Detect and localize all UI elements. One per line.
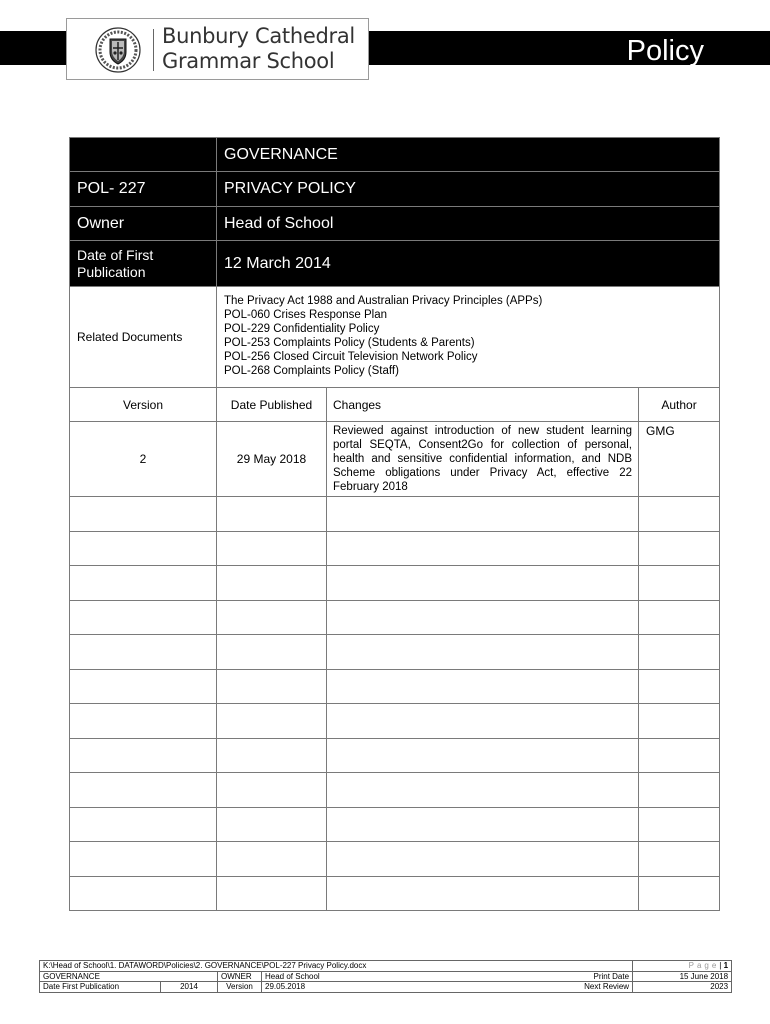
related-document-item: POL-253 Complaints Policy (Students & Parents) [224,337,475,349]
owner-value: Head of School [217,207,720,241]
empty-cell [70,704,217,739]
empty-version-row [70,876,720,911]
school-crest-icon [95,27,141,73]
footer-first-pub-year: 2014 [161,982,218,993]
empty-version-row [70,600,720,635]
footer-owner: Head of School [262,971,550,982]
empty-cell [217,738,327,773]
footer-file-path: K:\Head of School\1. DATAWORD\Policies\2. GOVERNANCE\POL-227 Privacy Policy.docx [40,961,633,972]
empty-cell [327,704,639,739]
empty-cell [639,566,720,601]
empty-cell [327,773,639,808]
banner-title: Policy [626,35,704,67]
related-documents-label: Related Documents [70,287,217,388]
empty-cell [327,669,639,704]
empty-cell [639,531,720,566]
policy-number-row [70,172,720,207]
footer-next-review-label: Next Review [550,982,633,993]
empty-cell [327,600,639,635]
empty-version-row [70,497,720,532]
empty-cell [70,635,217,670]
empty-cell [639,773,720,808]
document-footer [39,960,732,993]
empty-cell [327,531,639,566]
empty-cell [327,497,639,532]
empty-cell [70,876,217,911]
category-label-cell [70,138,217,172]
empty-cell [639,600,720,635]
empty-cell [639,738,720,773]
author-column-header: Author [639,388,720,422]
category-row [70,138,720,172]
empty-cell [639,807,720,842]
version-date: 29 May 2018 [217,422,327,497]
related-document-item: POL-256 Closed Circuit Television Network Policy [224,351,478,363]
empty-cell [639,704,720,739]
empty-cell [70,842,217,877]
date-first-publication-value: 12 March 2014 [217,241,720,287]
footer-row-category [40,971,732,982]
empty-version-row [70,704,720,739]
empty-version-row [70,773,720,808]
empty-version-row [70,635,720,670]
empty-cell [70,600,217,635]
empty-cell [217,600,327,635]
footer-row-path [40,961,732,972]
empty-cell [70,497,217,532]
school-name-line1: Bunbury Cathedral [162,24,355,48]
empty-cell [327,635,639,670]
empty-cell [327,876,639,911]
footer-page-label: Page [688,961,720,971]
changes-column-header: Changes [327,388,639,422]
empty-cell [639,497,720,532]
empty-cell [217,704,327,739]
footer-version-date: 29.05.2018 [262,982,550,993]
date-first-publication-label [70,241,217,287]
empty-cell [70,738,217,773]
empty-cell [70,773,217,808]
related-document-item: POL-268 Complaints Policy (Staff) [224,365,399,377]
empty-version-row [70,842,720,877]
empty-version-row [70,531,720,566]
category-value: GOVERNANCE [217,138,720,172]
footer-page: Page| 1 [633,961,732,972]
footer-category: GOVERNANCE [40,971,218,982]
empty-cell [639,842,720,877]
empty-cell [217,497,327,532]
policy-title: PRIVACY POLICY [217,172,720,207]
empty-cell [217,842,327,877]
empty-version-row [70,807,720,842]
footer-page-number: 1 [723,961,729,971]
date-label-line2: Publication [77,263,146,280]
related-document-item: The Privacy Act 1988 and Australian Privacy Principles (APPs) [224,295,543,307]
empty-cell [70,807,217,842]
empty-cell [70,531,217,566]
footer-print-date-label: Print Date [550,971,633,982]
empty-cell [70,669,217,704]
version-changes: Reviewed against introduction of new student learning portal SEQTA, Consent2Go for collection of personal, health and sensitive confidential information, and NDB Scheme obligations under Privacy Act, effective 22 February 2018 [327,422,639,497]
empty-cell [639,876,720,911]
empty-cell [217,669,327,704]
policy-table [69,137,720,911]
footer-print-date: 15 June 2018 [633,971,732,982]
school-logo [66,18,369,80]
empty-cell [639,669,720,704]
empty-cell [327,566,639,601]
empty-cell [217,773,327,808]
related-documents-row [70,287,720,388]
empty-version-row [70,669,720,704]
footer-next-review: 2023 [633,982,732,993]
owner-row [70,207,720,241]
version-header-row [70,388,720,422]
footer-row-version [40,982,732,993]
empty-version-row [70,738,720,773]
empty-cell [327,807,639,842]
version-author: GMG [639,422,720,497]
footer-version-label: Version [218,982,262,993]
related-document-item: POL-229 Confidentiality Policy [224,323,380,335]
owner-label: Owner [70,207,217,241]
logo-divider [153,29,154,71]
empty-cell [639,635,720,670]
footer-first-pub-label: Date First Publication [40,982,161,993]
empty-cell [327,738,639,773]
empty-cell [217,635,327,670]
empty-cell [217,807,327,842]
empty-cell [70,566,217,601]
version-row [70,422,720,497]
date-label-line1: Date of First [77,246,154,263]
version-column-header: Version [70,388,217,422]
empty-cell [217,876,327,911]
date-first-publication-row [70,241,720,287]
date-column-header: Date Published [217,388,327,422]
empty-cell [327,842,639,877]
related-documents-list [217,287,720,388]
empty-cell [217,566,327,601]
school-name-line2: Grammar School [162,49,335,73]
version-number: 2 [70,422,217,497]
footer-owner-label: OWNER [218,971,262,982]
empty-version-row [70,566,720,601]
empty-cell [217,531,327,566]
related-document-item: POL-060 Crises Response Plan [224,309,387,321]
policy-number: POL- 227 [70,172,217,207]
